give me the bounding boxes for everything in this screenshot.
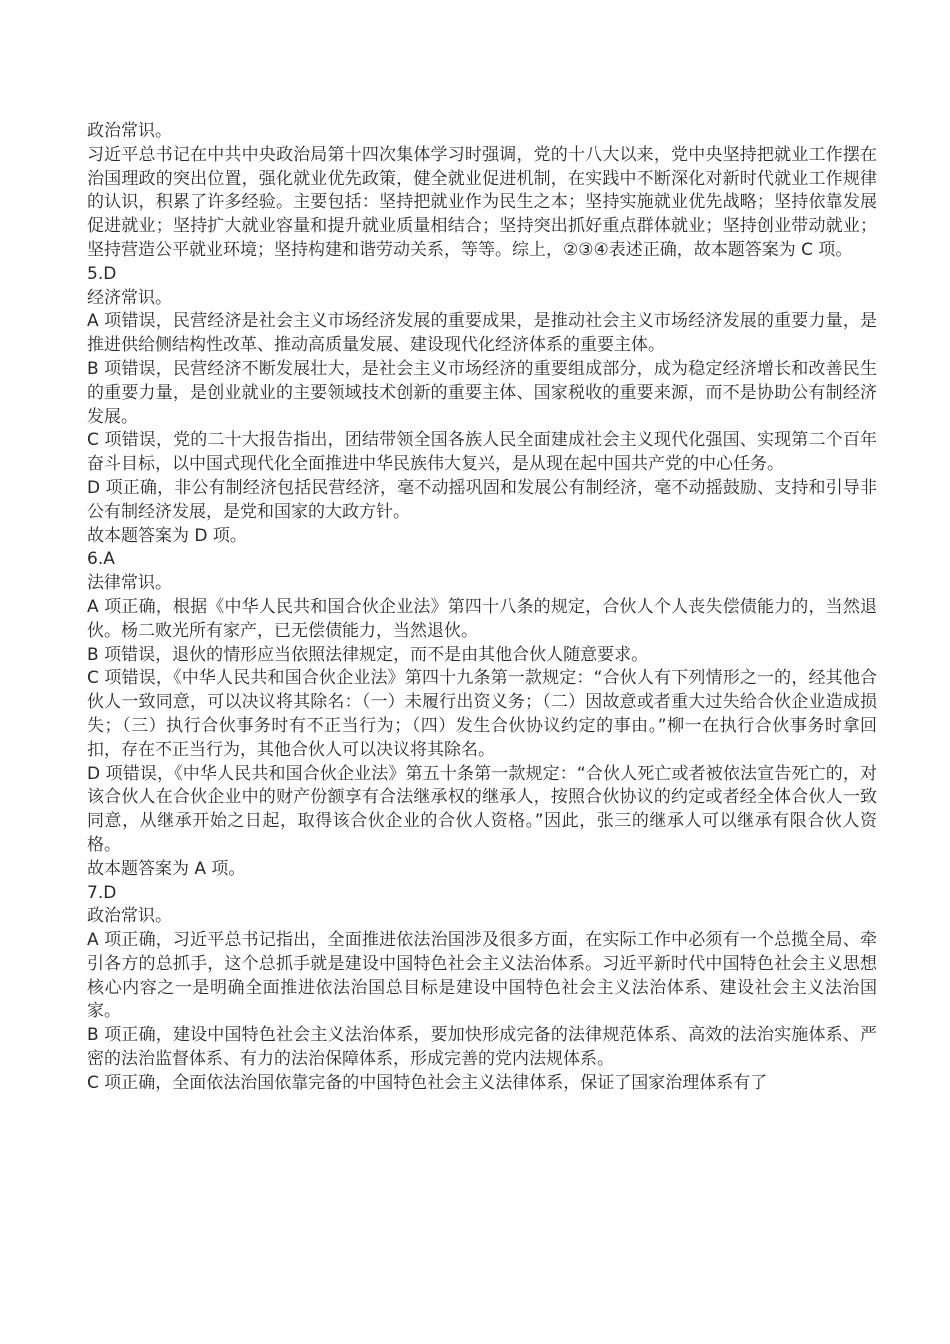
paragraph-q6-option-c: C 项错误，《中华人民共和国合伙企业法》第四十九条第一款规定：“合伙人有下列情形之一的，经其他合伙人一致同意，可以决议将其除名：（一）未履行出资义务；（二）因故意或者重大过失给合伙企业造成损失；（三）执行合伙事务时有不正当行为；（四）发生合伙协议约定的事由。”柳一在执行合伙事务时拿回扣，存在不正当行为，其他合伙人可以决议将其除名。 [87,668,877,760]
paragraph-q5-option-c: C 项错误，党的二十大报告指出，团结带领全国各族人民全面建成社会主义现代化强国、实现第二个百年奋斗目标，以中国式现代化全面推进中华民族伟大复兴，是从现在起中国共产党的中心任务。 [87,430,877,475]
paragraph-topic-politics: 政治常识。 [87,121,172,141]
question-6-answer: 6.A [87,549,115,570]
paragraph-q5-option-b: B 项错误，民营经济不断发展壮大，是社会主义市场经济的重要组成部分，成为稳定经济增长和改善民生的重要力量，是创业就业的主要领域技术创新的重要主体、国家税收的重要来源，而不是协助公有制经济发展。 [87,358,877,427]
paragraph-topic-politics-2: 政治常识。 [87,906,172,927]
paragraph-q4-explanation: 习近平总书记在中共中央政治局第十四次集体学习时强调，党的十八大以来，党中央坚持把就业工作摆在治国理政的突出位置，强化就业优先政策，健全就业促进机制，在实践中不断深化对新时代就业工作规律的认识，积累了许多经验。主要包括：坚持把就业作为民生之本；坚持实施就业优先战略；坚持依靠发展促进就业；坚持扩大就业容量和提升就业质量相结合；坚持突出抓好重点群体就业；坚持创业带动就业；坚持营造公平就业环境；坚持构建和谐劳动关系，等等。综上，②③④表述正确，故本题答案为 C 项。 [87,144,877,260]
paragraph-q6-option-d: D 项错误，《中华人民共和国合伙企业法》第五十条第一款规定：“合伙人死亡或者被依法宣告死亡的，对该合伙人在合伙企业中的财产份额享有合法继承权的继承人，按照合伙协议的约定或者经全体合伙人一致同意，从继承开始之日起，取得该合伙企业的合伙人资格。”因此，张三的继承人可以继承有限合伙人资格。 [87,763,877,855]
question-5-answer: 5.D [87,263,117,284]
paragraph-q6-conclusion: 故本题答案为 A 项。 [87,858,246,879]
document-page [87,120,877,1096]
paragraph-q7-option-b: B 项正确，建设中国特色社会主义法治体系，要加快形成完备的法律规范体系、高效的法治实施体系、严密的法治监督体系、有力的法治保障体系，形成完善的党内法规体系。 [87,1025,877,1070]
paragraph-q6-option-a: A 项正确，根据《中华人民共和国合伙企业法》第四十八条的规定，合伙人个人丧失偿债能力的，当然退伙。杨二败光所有家产，已无偿债能力，当然退伙。 [87,596,877,641]
paragraph-q5-option-a: A 项错误，民营经济是社会主义市场经济发展的重要成果，是推动社会主义市场经济发展的重要力量，是推进供给侧结构性改革、推动高质量发展、建设现代化经济体系的重要主体。 [87,311,877,356]
paragraph-topic-economics: 经济常识。 [87,287,172,308]
paragraph-q6-option-b: B 项错误，退伙的情形应当依照法律规定，而不是由其他合伙人随意要求。 [87,644,649,665]
paragraph-q5-option-d: D 项正确，非公有制经济包括民营经济，毫不动摇巩固和发展公有制经济，毫不动摇鼓励、支持和引导非公有制经济发展，是党和国家的大政方针。 [87,477,877,522]
paragraph-topic-law: 法律常识。 [87,573,172,594]
paragraph-q5-conclusion: 故本题答案为 D 项。 [87,525,247,546]
paragraph-q7-option-c: C 项正确，全面依法治国依靠完备的中国特色社会主义法律体系，保证了国家治理体系有了 [87,1072,768,1093]
paragraph-q7-option-a: A 项正确，习近平总书记指出，全面推进依法治国涉及很多方面，在实际工作中必须有一个总揽全局、牵引各方的总抓手，这个总抓手就是建设中国特色社会主义法治体系。习近平新时代中国特色社会主义思想核心内容之一是明确全面推进依法治国总目标是建设中国特色社会主义法治体系、建设社会主义法治国家。 [87,930,877,1022]
question-7-answer: 7.D [87,882,117,903]
